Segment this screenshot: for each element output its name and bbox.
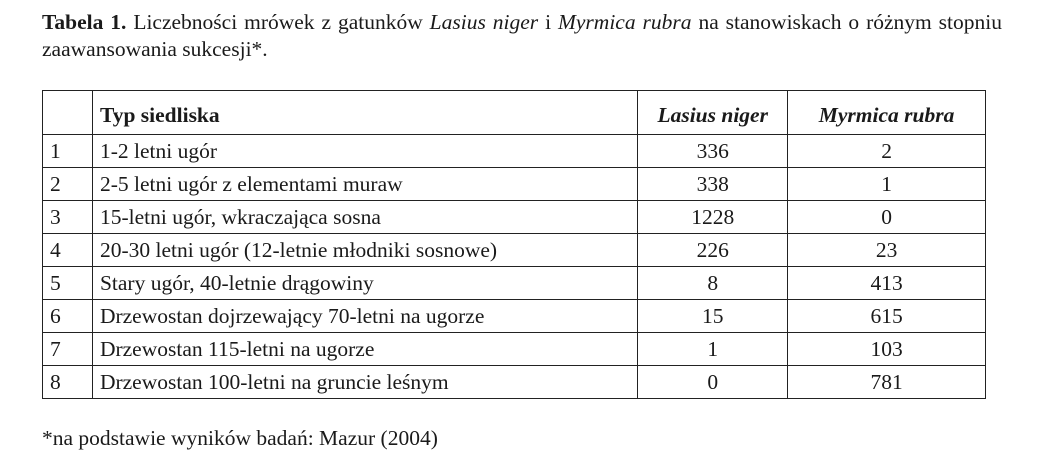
- ant-counts-table: [42, 90, 986, 399]
- row-myrmica-count: 413: [788, 267, 986, 300]
- table-header-row: [43, 91, 986, 135]
- row-number: 3: [43, 201, 93, 234]
- caption-label: Tabela 1.: [42, 10, 127, 34]
- caption-species-lasius: Lasius niger: [429, 10, 539, 34]
- header-habitat-type: Typ siedliska: [92, 91, 637, 135]
- row-habitat-type: 1-2 letni ugór: [92, 135, 637, 168]
- row-lasius-count: 226: [638, 234, 788, 267]
- row-lasius-count: 336: [638, 135, 788, 168]
- source-footnote: *na podstawie wyników badań: Mazur (2004): [42, 426, 438, 450]
- row-habitat-type: Drzewostan 100-letni na gruncie leśnym: [92, 366, 637, 399]
- row-number: 7: [43, 333, 93, 366]
- row-myrmica-count: 103: [788, 333, 986, 366]
- row-habitat-type: Drzewostan dojrzewający 70-letni na ugorze: [92, 300, 637, 333]
- table-row: [43, 234, 986, 267]
- table-row: [43, 300, 986, 333]
- row-myrmica-count: 2: [788, 135, 986, 168]
- header-myrmica-rubra: Myrmica rubra: [788, 91, 986, 135]
- table-row: [43, 201, 986, 234]
- row-myrmica-count: 23: [788, 234, 986, 267]
- row-habitat-type: 2-5 letni ugór z elementami muraw: [92, 168, 637, 201]
- row-myrmica-count: 0: [788, 201, 986, 234]
- caption-text-part2: i: [538, 10, 558, 34]
- row-lasius-count: 1: [638, 333, 788, 366]
- row-lasius-count: 0: [638, 366, 788, 399]
- row-lasius-count: 1228: [638, 201, 788, 234]
- table-row: [43, 135, 986, 168]
- row-lasius-count: 8: [638, 267, 788, 300]
- row-number: 5: [43, 267, 93, 300]
- row-habitat-type: Stary ugór, 40-letnie drągowiny: [92, 267, 637, 300]
- row-habitat-type: 20-30 letni ugór (12-letnie młodniki sosnowe): [92, 234, 637, 267]
- row-habitat-type: 15-letni ugór, wkraczająca sosna: [92, 201, 637, 234]
- row-myrmica-count: 615: [788, 300, 986, 333]
- row-number: 2: [43, 168, 93, 201]
- row-lasius-count: 338: [638, 168, 788, 201]
- row-number: 4: [43, 234, 93, 267]
- row-myrmica-count: 1: [788, 168, 986, 201]
- header-lasius-niger: Lasius niger: [638, 91, 788, 135]
- row-lasius-count: 15: [638, 300, 788, 333]
- header-number: [43, 91, 93, 135]
- table-row: [43, 168, 986, 201]
- row-number: 6: [43, 300, 93, 333]
- caption-text-part3: na stanowiskach o różnym stopniu zaawansowania sukcesji*.: [42, 10, 1002, 61]
- table-row: [43, 366, 986, 399]
- table-row: [43, 267, 986, 300]
- row-number: 8: [43, 366, 93, 399]
- table-caption: [42, 9, 1002, 63]
- row-number: 1: [43, 135, 93, 168]
- caption-text-part1: Liczebności mrówek z gatunków: [126, 10, 430, 34]
- caption-species-myrmica: Myrmica rubra: [557, 10, 692, 34]
- table-row: [43, 333, 986, 366]
- row-habitat-type: Drzewostan 115-letni na ugorze: [92, 333, 637, 366]
- row-myrmica-count: 781: [788, 366, 986, 399]
